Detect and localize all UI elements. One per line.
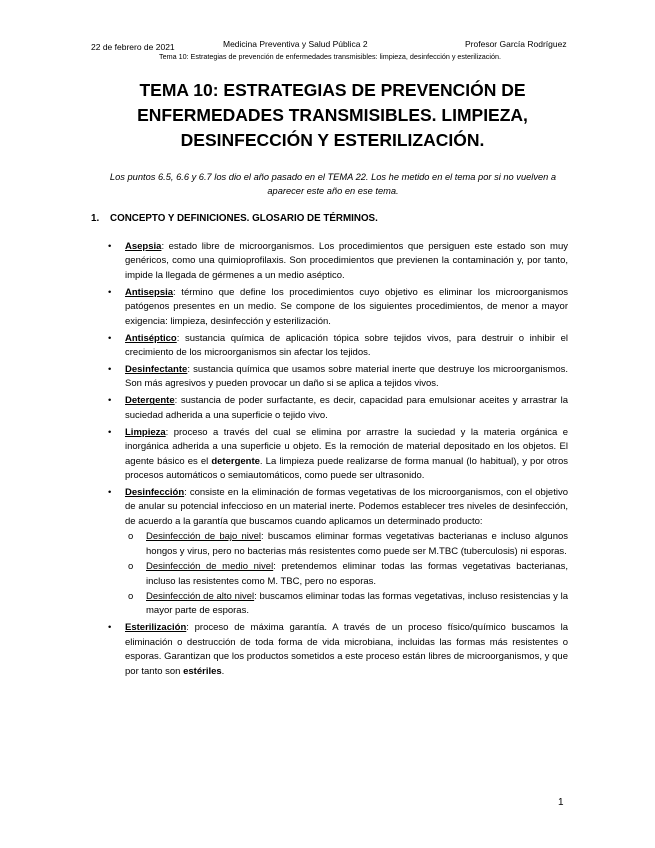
- level-medium: [125, 560, 568, 589]
- term-definition: : sustancia química que usamos sobre material inerte que destruye los microorganismos. Son más agresivos y pueden provocar un daño si se aplica a tejidos vivos.: [125, 364, 568, 390]
- level-definition: : pretendemos eliminar todas las formas vegetativas bacterianas, incluso las resistentes como M. TBC, pero no esporas.: [146, 561, 568, 587]
- term-definition: : consiste en la eliminación de formas vegetativas de los microorganismos, con el objetivo de anular su potencial infeccioso en un material inerte. Podemos establecer tres niveles de desinfección, de acuerdo a la garantía que buscamos cuando aplicamos un determinado producto:: [125, 487, 568, 527]
- bullet-icon: •: [108, 487, 112, 499]
- section-heading: [91, 213, 378, 224]
- glossary-list: [108, 240, 568, 679]
- header-course: Medicina Preventiva y Salud Pública 2: [223, 39, 368, 49]
- level-definition: : buscamos eliminar todas las formas vegetativas, incluso resistencias y la mayor parte de esporas.: [146, 590, 568, 617]
- bullet-icon: •: [108, 286, 112, 298]
- term-emphasis: detergente: [211, 455, 260, 467]
- header-date: 22 de febrero de 2021: [91, 42, 175, 52]
- page-number: 1: [558, 797, 564, 808]
- term-definition: : sustancia química de aplicación tópica sobre tejidos vivos, para destruir o inhibir el crecimiento de los microorganismos sin afectar los tejidos.: [125, 332, 568, 359]
- term-definition: : estado libre de microorganismos. Los procedimientos que persiguen este estado son muy genéricos, como una quimioprofilaxis. Son procedimientos que previenen la contaminación y, por tanto, impide la llegada de gérmenes a un medio aséptico.: [125, 241, 568, 281]
- level-label: Desinfección de bajo nivel: [146, 531, 262, 543]
- term-emphasis: estériles: [183, 665, 222, 677]
- level-label: Desinfección de alto nivel: [146, 590, 255, 602]
- bullet-icon: •: [108, 332, 112, 344]
- section-title: CONCEPTO Y DEFINICIONES. GLOSARIO DE TÉRMINOS.: [110, 213, 378, 224]
- circle-bullet-icon: o: [128, 590, 134, 602]
- term-label: Asepsia: [125, 241, 162, 252]
- term-definition: : término que define los procedimientos cuyo objetivo es eliminar los microorganismos patógenos presentes en un medio. Se compone de los siguientes procedimientos, de menor a mayor exigencia: limpieza, desinfección y esterilización.: [125, 286, 568, 327]
- glossary-item-desinfectante: [108, 363, 568, 392]
- bullet-icon: •: [108, 364, 112, 376]
- section-number: 1.: [91, 213, 100, 224]
- intro-note: Los puntos 6.5, 6.6 y 6.7 los dio el año pasado en el TEMA 22. Los he metido en el tema por si no vuelven a aparecer este año en ese tema.: [109, 172, 557, 196]
- term-definition: : proceso a través del cual se elimina por arrastre la suciedad y la materia orgánica e inorgánica adherida a una superficie u objeto. Es la remoción de material depositado en los objetos. El agente básico es el: [125, 426, 568, 467]
- term-definition: : proceso de máxima garantía. A través de un proceso físico/químico buscamos la eliminación o destrucción de toda forma de vida microbiana, incluidas las formas más resistentes o esporas. Garantizan que los productos sometidos a este proceso están libres de microorganismos, y que por tanto son: [125, 622, 568, 677]
- term-label: Antiséptico: [125, 332, 177, 344]
- glossary-item-asepsia: [108, 240, 568, 283]
- term-definition-continued: .: [221, 665, 225, 677]
- term-definition: : sustancia de poder surfactante, es decir, capacidad para emulsionar aceites y arrastrar la suciedad adherida a una superficie o tejido vivo.: [125, 395, 568, 421]
- term-label: Desinfección: [125, 487, 185, 499]
- term-label: Esterilización: [125, 622, 187, 634]
- disinfection-levels: [125, 530, 568, 618]
- glossary-item-limpieza: [108, 426, 568, 484]
- level-definition: : buscamos eliminar formas vegetativas bacterianas e incluso algunos hongos y virus, pero no bacterias más resistentes como puede ser M.TBC (tuberculosis) ni esporas.: [146, 531, 569, 557]
- bullet-icon: •: [108, 395, 112, 407]
- level-high: [125, 590, 568, 619]
- circle-bullet-icon: o: [128, 531, 134, 543]
- circle-bullet-icon: o: [128, 561, 134, 573]
- header-subtitle: Tema 10: Estrategias de prevención de enfermedades transmisibles: limpieza, desinfección y esterilización.: [159, 52, 501, 61]
- page-title: TEMA 10: ESTRATEGIAS DE PREVENCIÓN DE ENFERMEDADES TRANSMISIBLES. LIMPIEZA, DESINFECCIÓN Y ESTERILIZACIÓN.: [137, 80, 528, 150]
- glossary-item-detergente: [108, 394, 568, 423]
- bullet-icon: •: [108, 622, 112, 634]
- term-label: Detergente: [125, 395, 175, 407]
- header-professor: Profesor García Rodríguez: [465, 39, 567, 49]
- glossary-item-antisepsia: [108, 286, 568, 329]
- term-label: Antisepsia: [125, 286, 174, 298]
- bullet-icon: •: [108, 426, 112, 438]
- glossary-item-esterilizacion: [108, 621, 568, 679]
- glossary: [108, 240, 568, 682]
- glossary-item-antiseptico: [108, 332, 568, 361]
- glossary-item-desinfeccion: [108, 486, 568, 619]
- term-definition-continued: . La limpieza puede realizarse de forma manual (lo habitual), y por otros procesos automáticos o semiautomáticos, como puede ser ultrasonido.: [125, 455, 568, 482]
- bullet-icon: •: [108, 241, 112, 252]
- level-low: [125, 530, 568, 559]
- term-label: Desinfectante: [125, 364, 188, 376]
- level-label: Desinfección de medio nivel: [146, 561, 274, 573]
- term-label: Limpieza: [125, 426, 166, 438]
